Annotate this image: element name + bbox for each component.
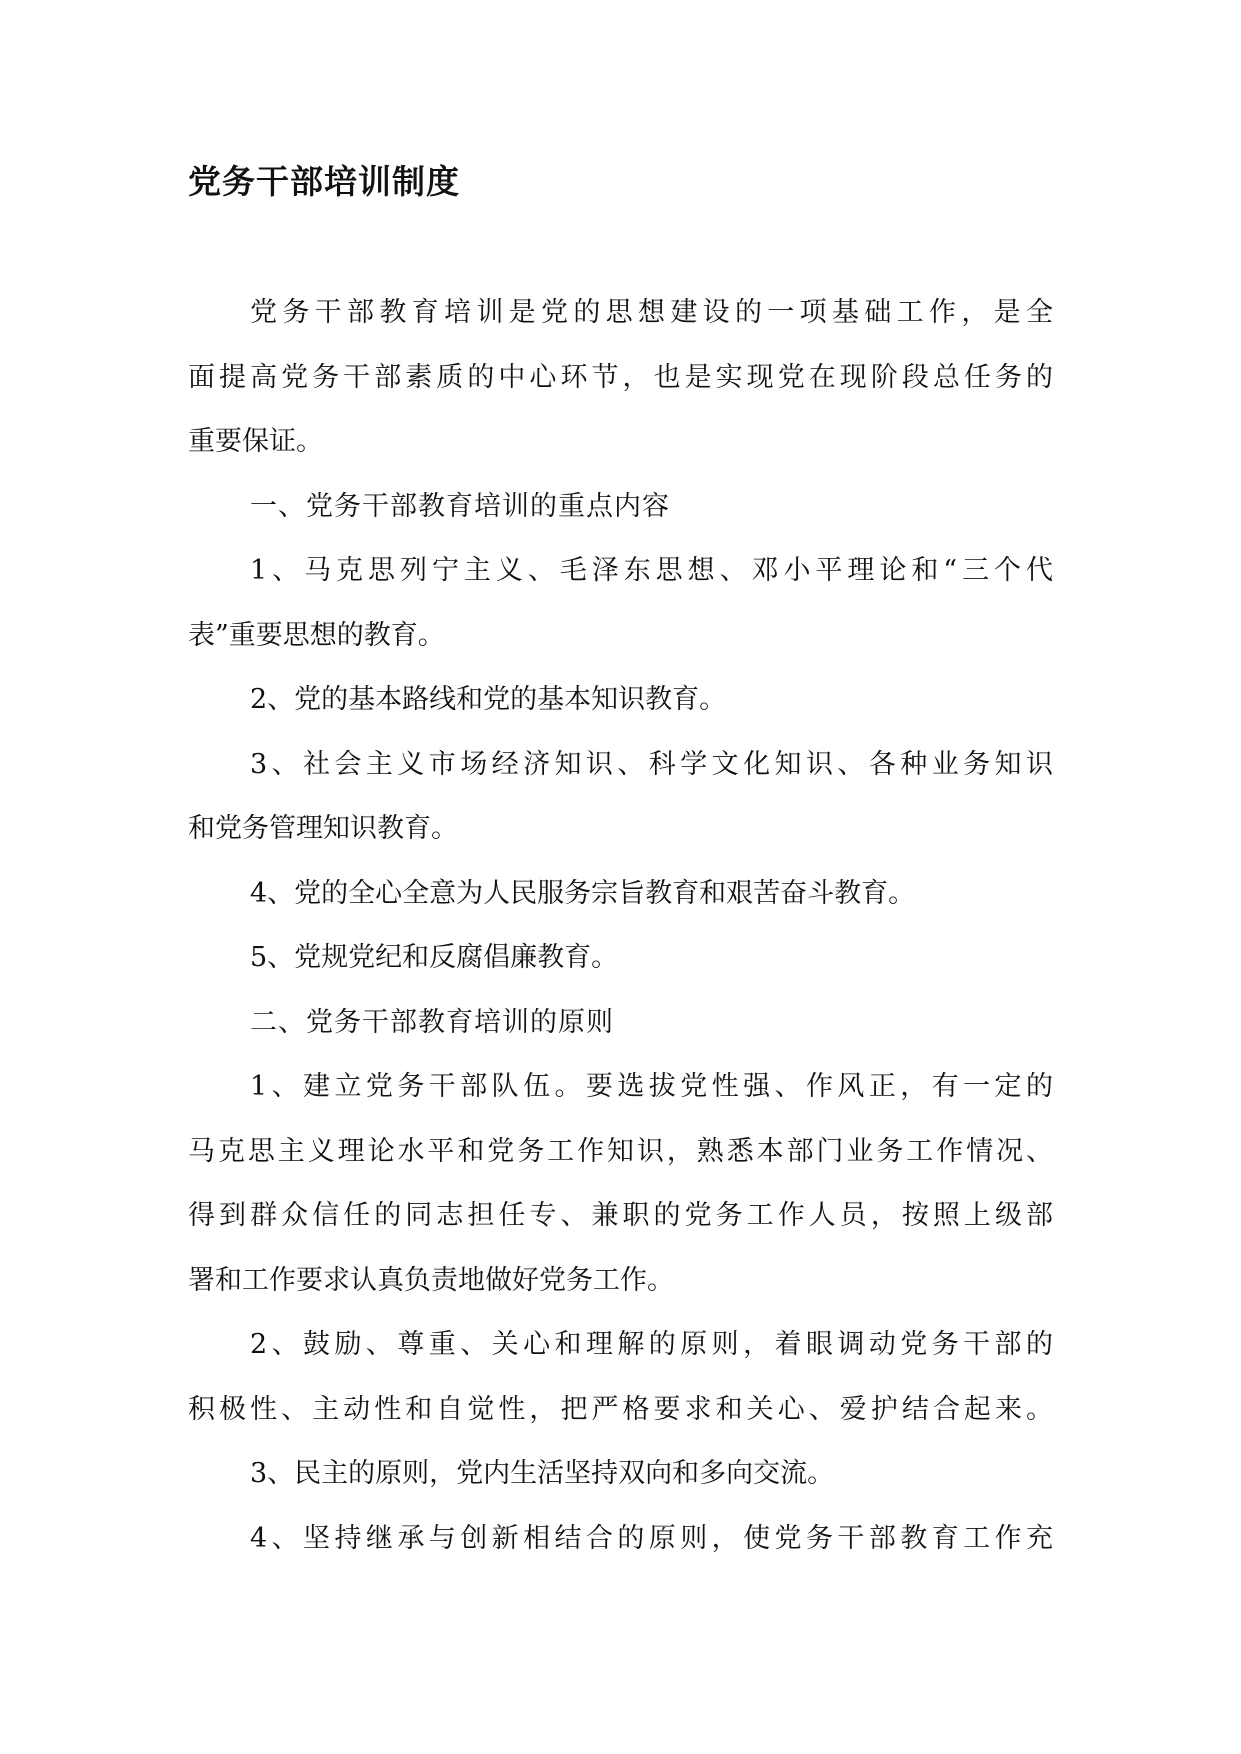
section-heading: 一、党务干部教育培训的重点内容 — [250, 490, 670, 522]
document-title: 党务干部培训制度 — [188, 162, 460, 201]
paragraph-line: 面提高党务干部素质的中心环节，也是实现党在现阶段总任务的 — [188, 361, 1053, 393]
paragraph-line: 积极性、主动性和自觉性，把严格要求和关心、爱护结合起来。 — [188, 1393, 1053, 1425]
document-body — [188, 281, 1053, 1571]
paragraph-line: 2、鼓励、尊重、关心和理解的原则，着眼调动党务干部的 — [250, 1329, 1053, 1360]
paragraph-line: 4、党的全心全意为人民服务宗旨教育和艰苦奋斗教育。 — [250, 877, 916, 909]
section-heading: 二、党务干部教育培训的原则 — [250, 1006, 614, 1038]
paragraph-line: 1、马克思列宁主义、毛泽东思想、邓小平理论和“三个代 — [250, 555, 1053, 586]
paragraph-line: 5、党规党纪和反腐倡廉教育。 — [250, 942, 619, 973]
paragraph-line: 得到群众信任的同志担任专、兼职的党务工作人员，按照上级部 — [188, 1200, 1053, 1231]
paragraph-line: 1、建立党务干部队伍。要选拔党性强、作风正，有一定的 — [250, 1071, 1053, 1102]
paragraph-line: 2、党的基本路线和党的基本知识教育。 — [250, 684, 727, 715]
paragraph-line: 党务干部教育培训是党的思想建设的一项基础工作，是全 — [250, 297, 1053, 328]
paragraph-line: 表”重要思想的教育。 — [188, 619, 445, 651]
paragraph-line: 和党务管理知识教育。 — [188, 813, 458, 844]
paragraph-line: 重要保证。 — [188, 426, 323, 457]
paragraph-line: 署和工作要求认真负责地做好党务工作。 — [188, 1264, 674, 1296]
paragraph-line: 3、民主的原则，党内生活坚持双向和多向交流。 — [250, 1458, 835, 1489]
paragraph-line: 3、社会主义市场经济知识、科学文化知识、各种业务知识 — [250, 748, 1053, 780]
paragraph-line: 4、坚持继承与创新相结合的原则，使党务干部教育工作充 — [250, 1522, 1053, 1554]
paragraph-line: 马克思主义理论水平和党务工作知识，熟悉本部门业务工作情况、 — [188, 1135, 1053, 1167]
